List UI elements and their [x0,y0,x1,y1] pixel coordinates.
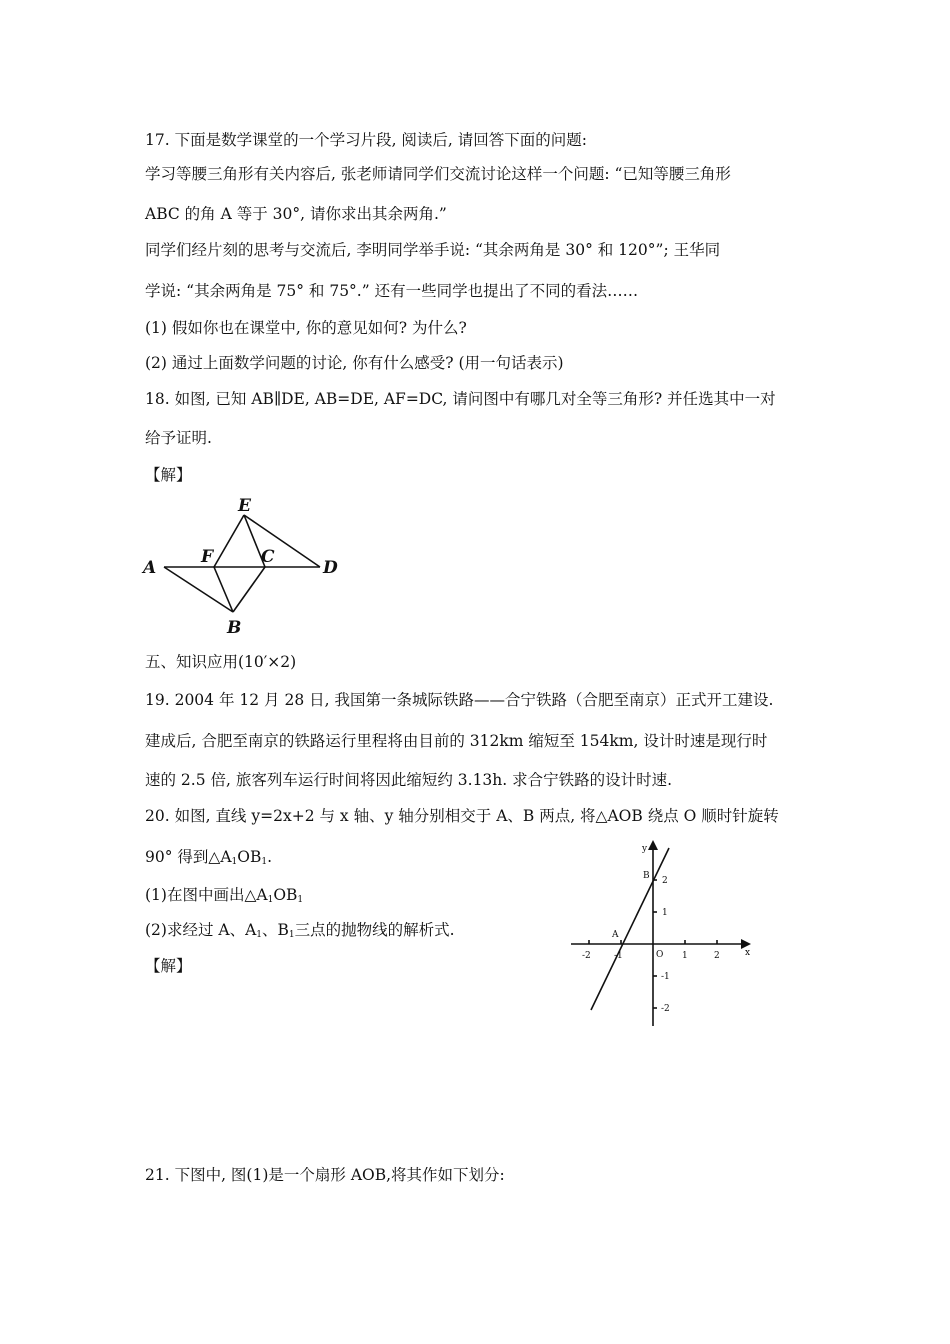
label-f: F [201,547,214,567]
segment-fe [214,515,244,567]
q20-part2: (2)求经过 A、$A_1$、$B_1$三点的抛物线的解析式. [145,921,455,940]
q20-answer-label: 【解】 [145,957,192,975]
q17-text-line: 学习等腰三角形有关内容后, 张老师请同学们交流讨论这样一个问题: “已知等腰三角形 [145,165,731,183]
x-tick-label: 2 [714,951,720,961]
q19-text-line: 建成后, 合肥至南京的铁路运行里程将由目前的 312km 缩短至 154km, 设计时速是现行时 [145,732,768,750]
label-a: A [143,558,157,578]
q17-text-line: ABC 的角 A 等于 30°, 请你求出其余两角.” [145,205,447,223]
y-tick-label: -1 [661,972,670,982]
point-a-label: A [612,930,619,940]
label-d: D [323,558,338,578]
q17-part1: (1) 假如你也在课堂中, 你的意见如何? 为什么? [145,319,467,337]
q17-text-line: 同学们经片刻的思考与交流后, 李明同学举手说: “其余两角是 30° 和 120°”; 王华同 [145,241,721,259]
x-tick-label: 1 [682,951,688,961]
q21-title: 21. 下图中, 图(1)是一个扇形 AOB,将其作如下划分: [145,1166,505,1184]
q17-text-line: 学说: “其余两角是 75° 和 75°.” 还有一些同学也提出了不同的看法…… [145,282,639,300]
q17-title: 17. 下面是数学课堂的一个学习片段, 阅读后, 请回答下面的问题: [145,131,588,149]
y-axis-label: y [642,844,648,854]
q18-title: 18. 如图, 已知 AB∥DE, AB=DE, AF=DC, 请问图中有哪几对全等三角形? 并任选其中一对 [145,390,776,408]
q18-text-line: 给予证明. [145,429,212,447]
section-5-heading: 五、知识应用(10′×2) [145,653,297,671]
y-tick-label: -2 [661,1004,670,1014]
label-b: B [227,618,242,638]
graph-20 [565,838,765,1033]
segment-cb [233,567,265,612]
origin-label: O [656,950,664,960]
segment-ed [244,515,320,567]
q19-text-line: 速的 2.5 倍, 旅客列车运行时间将因此缩短约 3.13h. 求合宁铁路的设计时速. [145,771,673,789]
q17-part2: (2) 通过上面数学问题的讨论, 你有什么感受? (用一句话表示) [145,354,564,372]
q18-answer-label: 【解】 [145,466,192,484]
q20-text-line: 90° 得到$\triangle A_1OB_1$. [145,848,273,867]
q20-title: 20. 如图, 直线 y=2x+2 与 x 轴、y 轴分别相交于 A、B 两点, 将△AOB 绕点 O 顺时针旋转 [145,807,779,825]
figure-18 [140,492,350,642]
x-tick-label: -2 [582,951,591,961]
q19-title: 19. 2004 年 12 月 28 日, 我国第一条城际铁路——合宁铁路（合肥至南京）正式开工建设. [145,691,774,709]
y-axis-arrow [648,840,658,850]
label-c: C [261,547,275,567]
y-tick-label: 2 [662,876,668,886]
y-tick-label: 1 [662,908,668,918]
x-tick-label: -1 [614,951,623,961]
q20-part1: (1)在图中画出$\triangle A_1OB_1$ [145,886,304,905]
label-e: E [238,496,251,516]
point-b-label: B [643,871,650,881]
x-axis-label: x [745,948,751,958]
line-y-2x-2 [591,848,669,1010]
